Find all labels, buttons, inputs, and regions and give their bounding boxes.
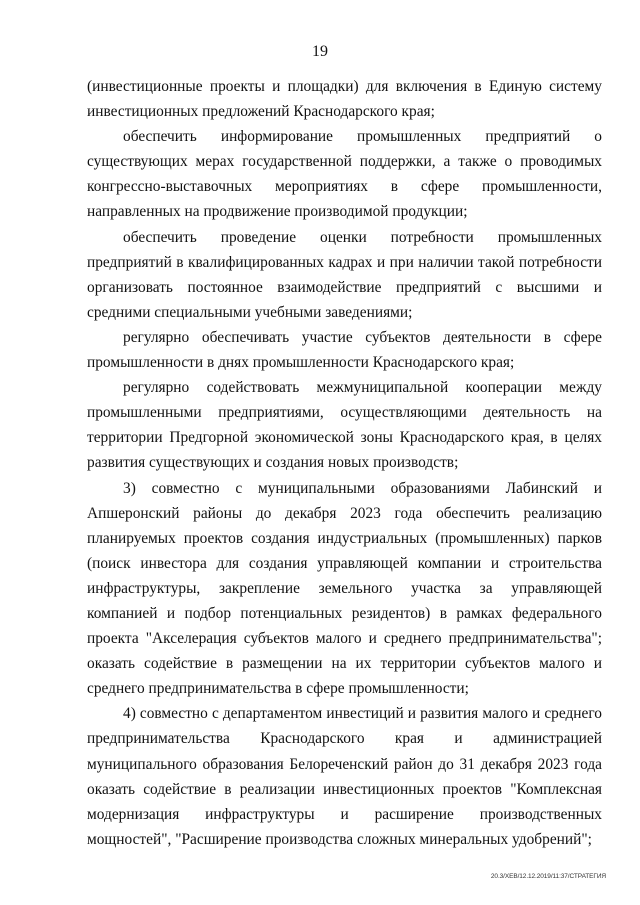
page-number: 19: [312, 43, 328, 60]
paragraph-4: регулярно обеспечивать участие субъектов деятельности в сфере промышленности в днях промышленности Краснодарского края;: [87, 328, 602, 372]
footer-stamp: 20.3/ХЕВ/12.12.2019/11:37/СТРАТЕГИЯ: [490, 873, 606, 880]
paragraph-3: обеспечить проведение оценки потребности промышленных предприятий в квалифицированных кадрах и при наличии такой потребности организовать постоянное взаимодействие предприятий с высшими и средними специальными учебными заведениями;: [87, 228, 602, 321]
paragraph-2: обеспечить информирование промышленных предприятий о существующих мерах государственной поддержки, а также о проводимых конгрессно-выставочных мероприятиях в сфере промышленности, направленных на продвижение производимой продукции;: [87, 128, 602, 221]
paragraph-7: 4) совместно с департаментом инвестиций и развития малого и среднего предпринимательства Краснодарского края и администрацией муниципального образования Белореченский район до 31 декабря 2023 года оказать содействие в реализации инвестиционных проектов "Комплексная модернизация инфраструктуры и расширение производственных мощностей", "Расширение производства сложных минеральных удобрений";: [87, 705, 602, 848]
paragraph-5: регулярно содействовать межмуниципальной кооперации между промышленными предприятиями, осуществляющими деятельность на территории Предгорной экономической зоны Краснодарского края, в целях развития существующих и создания новых производств;: [87, 379, 602, 472]
document-body: [87, 74, 602, 852]
paragraph-6: 3) совместно с муниципальными образованиями Лабинский и Апшеронский районы до декабря 2023 года обеспечить реализацию планируемых проектов создания индустриальных (промышленных) парков (поиск инвестора для создания управляющей компании и строительства инфраструктуры, закрепление земельного участка за управляющей компанией и подбор потенциальных резидентов) в рамках федерального проекта "Акселерация субъектов малого и среднего предпринимательства"; оказать содействие в размещении на их территории субъектов малого и среднего предпринимательства в сфере промышленности;: [87, 479, 602, 698]
paragraph-1: (инвестиционные проекты и площадки) для включения в Единую систему инвестиционных предложений Краснодарского края;: [87, 78, 602, 121]
